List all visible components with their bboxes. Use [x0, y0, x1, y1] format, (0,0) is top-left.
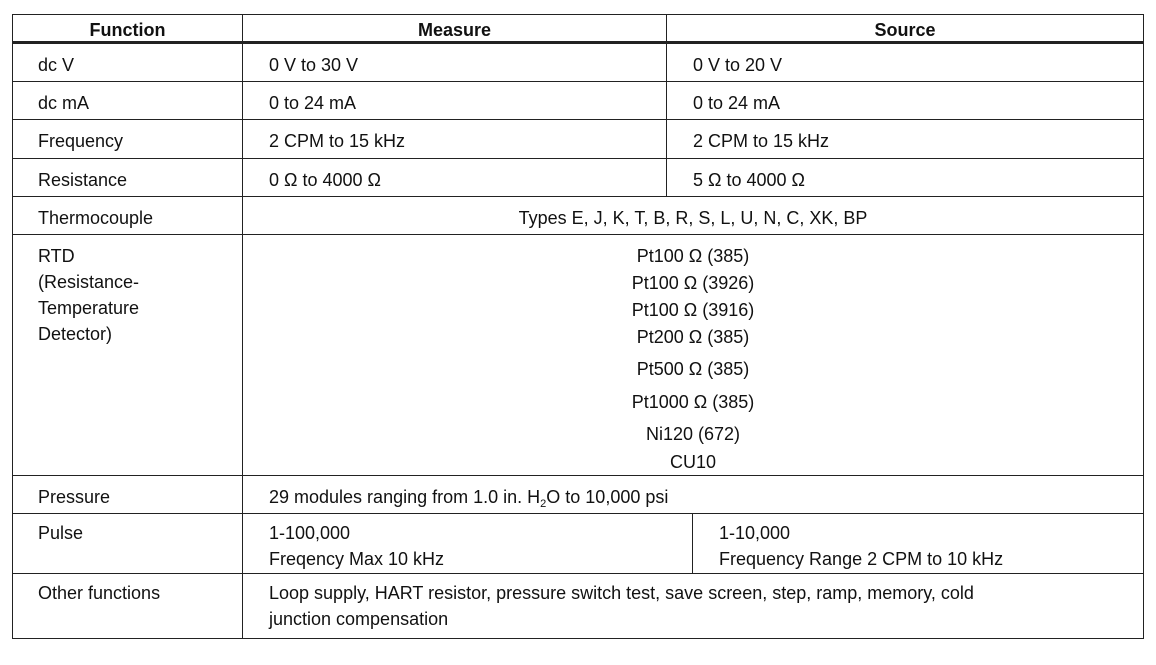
- cell-source: 0 V to 20 V: [693, 55, 783, 75]
- table-row-resistance: [12, 159, 1144, 197]
- rtd-type: Pt100 Ω (3916): [631, 300, 755, 320]
- rtd-label-line: Temperature: [38, 298, 140, 318]
- rtd-type: Pt100 Ω (3926): [631, 273, 755, 293]
- cell-function: Pressure: [13, 476, 243, 513]
- table-row-frequency: [12, 120, 1144, 159]
- table-row-dcma: [12, 82, 1144, 120]
- pressure-text: 29 modules ranging from 1.0 in. H: [269, 487, 541, 507]
- pressure-text-end: O to 10,000 psi: [546, 487, 669, 507]
- cell-measure: 0 Ω to 4000 Ω: [243, 159, 667, 196]
- header-source: Source: [874, 20, 936, 40]
- other-line: junction compensation: [269, 609, 449, 629]
- cell-source: [693, 514, 1143, 573]
- rtd-label-line: Detector): [38, 324, 113, 344]
- table-row-thermocouple: [12, 197, 1144, 235]
- cell-pressure-value: [243, 476, 1143, 513]
- table-row-pressure: [12, 476, 1144, 514]
- table-row-dcv: [12, 44, 1144, 82]
- cell-function: Frequency: [13, 120, 243, 158]
- header-measure: Measure: [243, 15, 667, 41]
- rtd-type: Pt500 Ω (385): [636, 359, 750, 379]
- cell-function: Other functions: [13, 574, 243, 638]
- cell-source: 5 Ω to 4000 Ω: [693, 170, 805, 190]
- pressure-subscript: 2: [540, 498, 547, 510]
- table-row-other: [12, 574, 1144, 639]
- cell-function: Pulse: [13, 514, 243, 573]
- table-row-pulse: [12, 514, 1144, 574]
- other-line: Loop supply, HART resistor, pressure switch test, save screen, step, ramp, memory, cold: [269, 583, 974, 603]
- cell-source: 0 to 24 mA: [693, 93, 781, 113]
- rtd-type: Pt200 Ω (385): [636, 327, 750, 347]
- cell-function: dc V: [13, 44, 243, 81]
- pulse-source-line: 1-10,000: [719, 523, 791, 543]
- table-row-rtd: [12, 235, 1144, 476]
- rtd-label-line: (Resistance-: [38, 272, 140, 292]
- cell-function: [13, 235, 243, 475]
- header-function: Function: [13, 15, 243, 41]
- cell-function: Thermocouple: [13, 197, 243, 234]
- cell-thermocouple-types: Types E, J, K, T, B, R, S, L, U, N, C, XK, BP: [518, 208, 868, 228]
- rtd-type: Ni120 (672): [645, 424, 741, 444]
- cell-measure: [243, 514, 693, 573]
- table-header-row: [12, 14, 1144, 44]
- cell-function: Resistance: [13, 159, 243, 196]
- rtd-type: CU10: [669, 452, 717, 472]
- cell-measure: 0 V to 30 V: [243, 44, 667, 81]
- pulse-measure-line: Freqency Max 10 kHz: [269, 549, 445, 569]
- rtd-type: Pt1000 Ω (385): [631, 392, 755, 412]
- cell-function: dc mA: [13, 82, 243, 119]
- pulse-measure-line: 1-100,000: [269, 523, 351, 543]
- cell-rtd-types: [243, 235, 1143, 475]
- rtd-label-line: RTD: [38, 246, 75, 266]
- pulse-source-line: Frequency Range 2 CPM to 10 kHz: [719, 549, 1004, 569]
- cell-other-value: [243, 574, 1143, 638]
- cell-measure: 2 CPM to 15 kHz: [243, 120, 667, 158]
- cell-measure: 0 to 24 mA: [243, 82, 667, 119]
- cell-source: 2 CPM to 15 kHz: [693, 131, 830, 151]
- rtd-type: Pt100 Ω (385): [636, 246, 750, 266]
- spec-table: [12, 14, 1144, 639]
